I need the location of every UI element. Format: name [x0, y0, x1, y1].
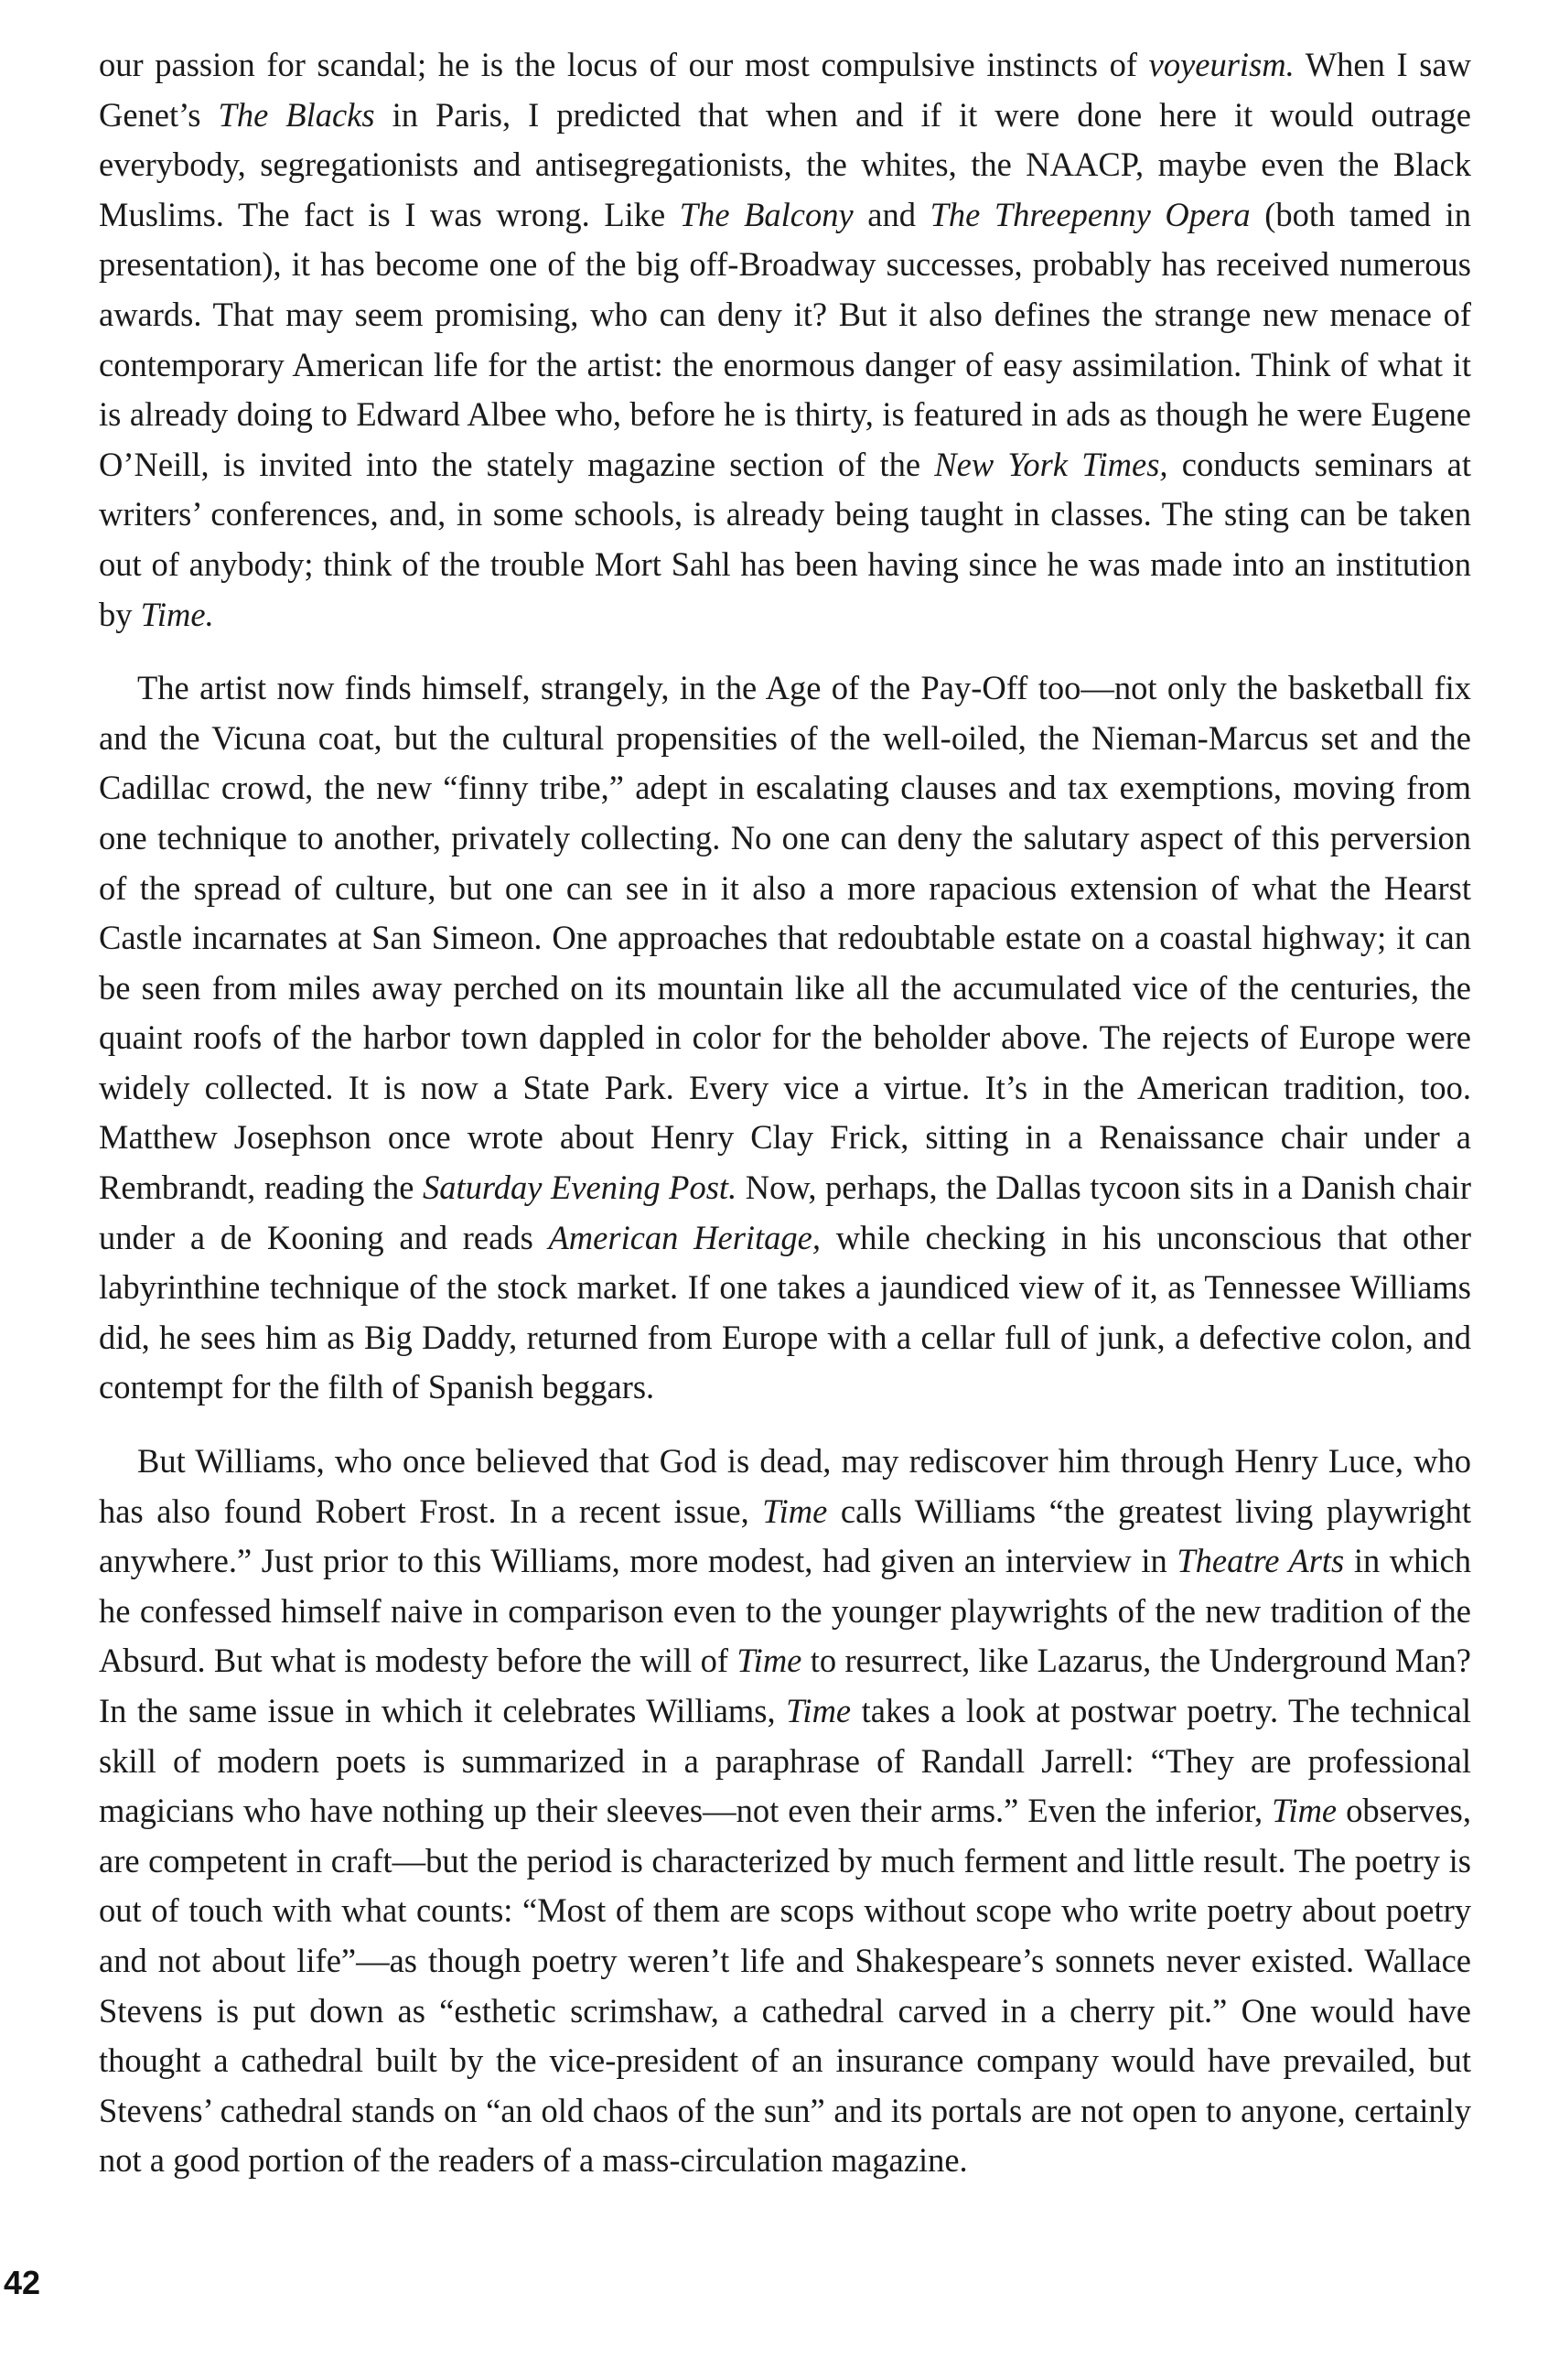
text-run: while checking in his unconscious that other labyrinthine technique of the stock market. If one takes a jaundiced view of it, as Tennessee Williams did, he sees him as Big Daddy, returned from Europe with a cellar full of junk, a defective colon, and contempt for the filth of Spanish beggars. — [99, 1218, 1472, 1406]
italic-title-run: Saturday Evening Post. — [423, 1168, 737, 1207]
page-number: 42 — [4, 2264, 41, 2301]
article-body — [99, 40, 1471, 2210]
paragraph-3 — [99, 1437, 1471, 2186]
text-run: in Paris, I predicted that when and if it were done here it would outrage everybody, segregationists and antisegregationists, the whites, the NAACP, maybe even the Black Muslims. The fact is I was wrong. Like — [99, 95, 1471, 233]
text-run: takes a look at postwar poetry. The technical skill of modern poets is summarized in a paraphrase of Randall Jarrell: “They are professional magicians who have nothing up their sleeves—not even their arms.” Even the inferior, — [99, 1692, 1471, 1830]
paragraph-1 — [99, 40, 1471, 640]
text-run: (both tamed in presentation), it has become one of the big off-Broadway successes, probably has received numerous awards. That may seem promising, who can deny it? But it also defines the strange new menace of contemporary American life for the artist: the enormous danger of easy assimilation. Think of what it is already doing to Edward Albee who, before he is thirty, is featured in ads as though he were Eugene O’Neill, is invited into the stately magazine section of the — [99, 195, 1472, 483]
text-run: calls Williams “the greatest living playwright anywhere.” Just prior to this Williams, more modest, had given an interview in — [99, 1492, 1471, 1580]
text-run: to resurrect, like Lazarus, the Underground Man? In the same issue in which it celebrates Williams, — [99, 1642, 1471, 1729]
italic-title-run: The Balcony — [679, 195, 854, 233]
italic-title-run: Theatre Arts — [1177, 1542, 1345, 1580]
text-run: in which he confessed himself naive in comparison even to the younger playwrights of the new tradition of the Absurd. But what is modesty before the will of — [99, 1542, 1471, 1680]
italic-title-run: Time — [1272, 1792, 1338, 1830]
text-run: our passion for scandal; he is the locus of our most compulsive instincts of — [99, 46, 1149, 83]
text-run: observes, are competent in craft—but the period is characterized by much ferment and little result. The poetry is out of touch with what counts: “Most of them are scops without scope who write poetry about poetry and not about life”—as though poetry weren’t life and Shakespeare’s sonnets never existed. Wallace Stevens is put down as “esthetic scrimshaw, a cathedral carved in a cherry pit.” One would have thought a cathedral built by the vice-president of an insurance company would have prevailed, but Stevens’ cathedral stands on “an old chaos of the sun” and its portals are not open to anyone, certainly not a good portion of the readers of a mass-circulation magazine. — [99, 1792, 1471, 2180]
text-run: Now, perhaps, the Dallas tycoon sits in a Danish chair under a de Kooning and reads — [99, 1168, 1471, 1256]
text-run: When I saw Genet’s — [99, 46, 1471, 134]
italic-title-run: The Threepenny Opera — [930, 195, 1251, 233]
text-run: The artist now finds himself, strangely, in the Age of the Pay-Off too—not only the basketball fix and the Vicuna coat, but the cultural propensities of the well-oiled, the Nieman-Marcus set and the Cadillac crowd, the new “finny tribe,” adept in escalating clauses and tax exemptions, moving from one technique to another, privately collecting. No one can deny the salutary aspect of this perversion of the spread of culture, but one can see in it also a more rapacious extension of what the Hearst Castle incarnates at San Simeon. One approaches that redoubtable estate on a coastal highway; it can be seen from miles away perched on its mountain like all the accumulated vice of the centuries, the quaint roofs of the harbor town dappled in color for the beholder above. The rejects of Europe were widely collected. It is now a State Park. Every vice a virtue. It’s in the American tradition, too. Matthew Josephson once wrote about Henry Clay Frick, sitting in a Renaissance chair under a Rembrandt, reading the — [99, 669, 1471, 1207]
text-run: But Williams, who once believed that God is dead, may rediscover him through Henry Luce, who has also found Robert Frost. In a recent issue, — [99, 1442, 1471, 1530]
text-run: and — [853, 195, 930, 233]
italic-title-run: The Blacks — [218, 95, 375, 134]
italic-title-run: Time — [736, 1642, 802, 1680]
italic-title-run: Time — [762, 1492, 828, 1530]
italic-title-run: New York Times, — [934, 445, 1168, 483]
text-run: conducts seminars at writers’ conferences, and, in some schools, is already being taught in classes. The sting can be taken out of anybody; think of the trouble Mort Sahl has been having since he was made into an institution by — [99, 445, 1471, 633]
paragraph-2 — [99, 663, 1471, 1413]
italic-title-run: American Heritage, — [548, 1218, 822, 1256]
italic-title-run: voyeurism. — [1148, 46, 1295, 83]
italic-title-run: Time — [786, 1692, 852, 1729]
italic-title-run: Time. — [140, 595, 214, 633]
